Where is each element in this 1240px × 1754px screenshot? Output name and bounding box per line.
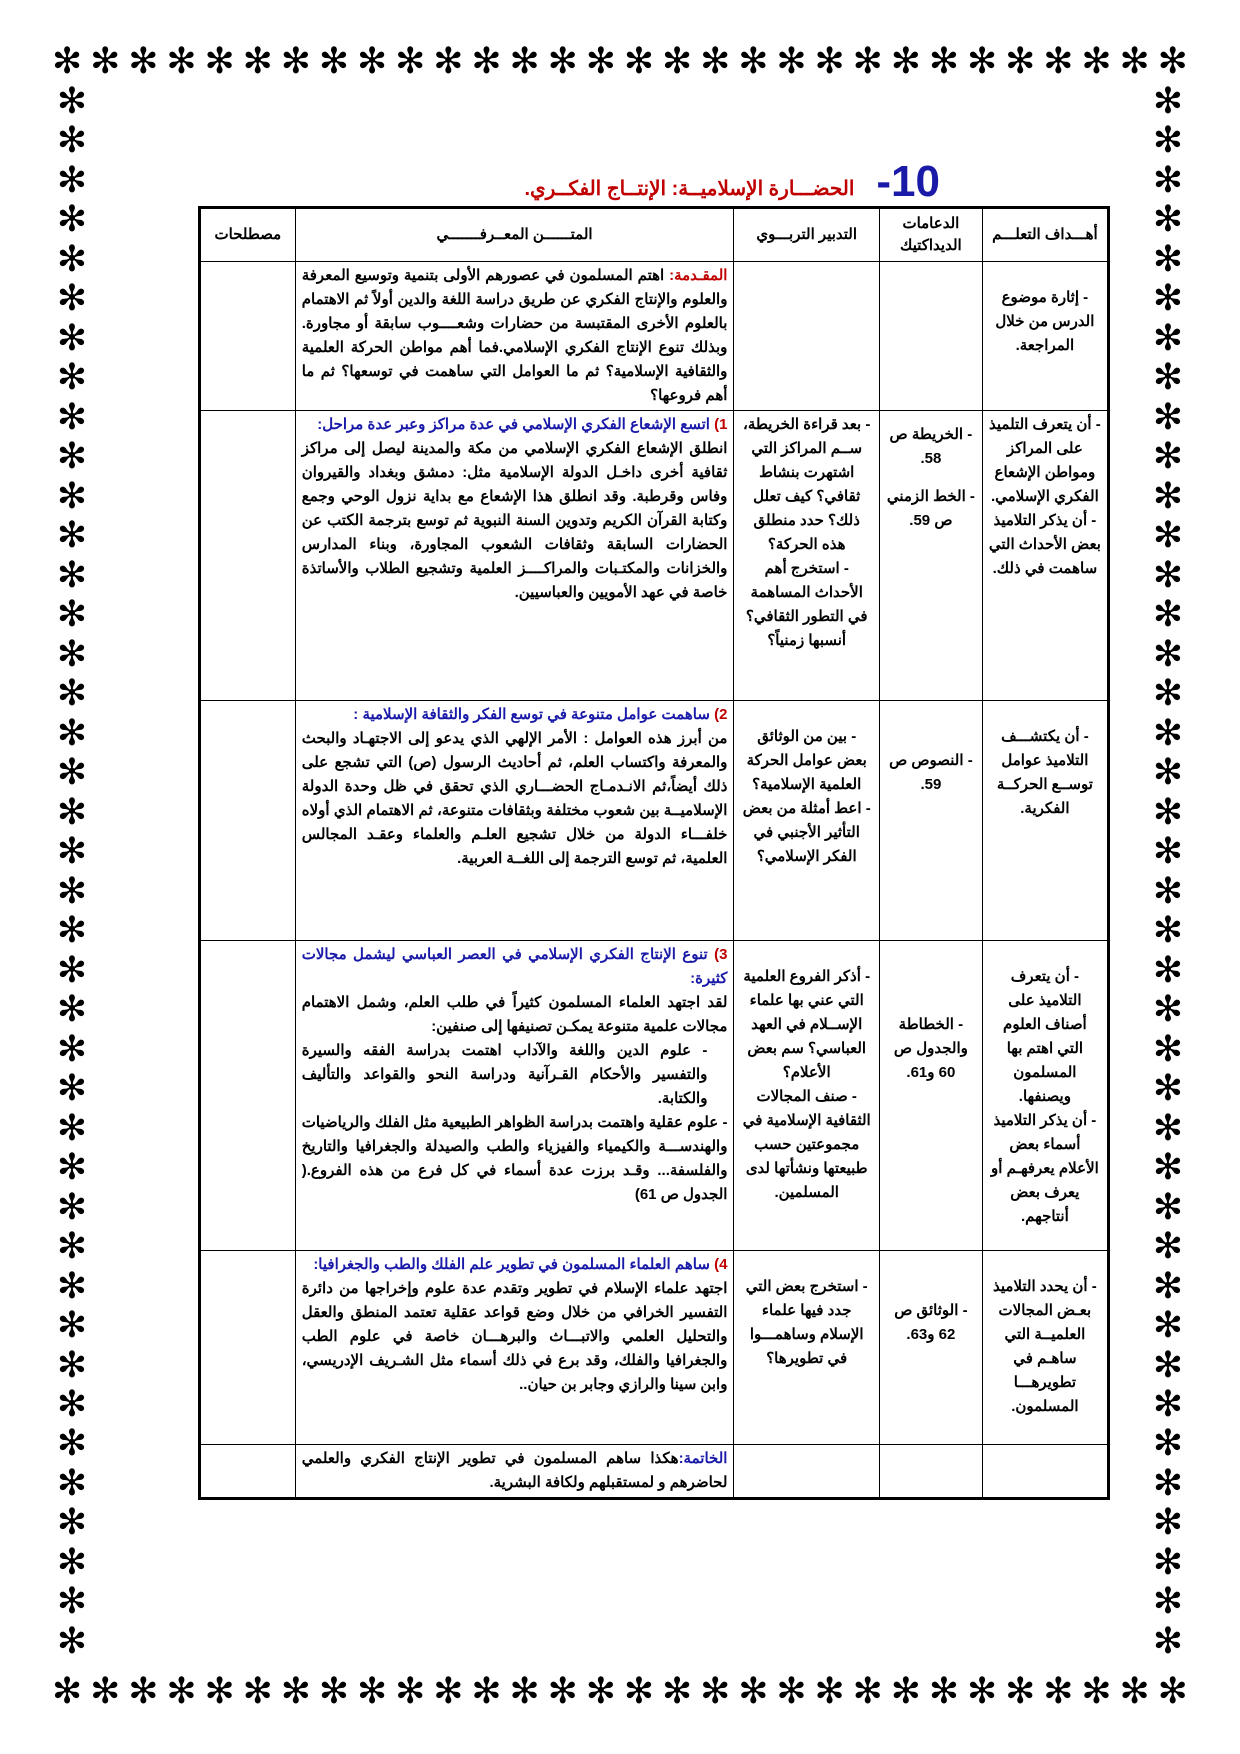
asterisk-ornament-icon: ✻ (928, 1671, 960, 1712)
section-heading-text: ساهمت عوامل متنوعة في توسع الفكر والثقافة الإسلامية : (353, 706, 710, 723)
asterisk-ornament-icon: ✻ (433, 41, 464, 82)
section-planning (734, 701, 880, 941)
asterisk-ornament-icon: ✻ (1152, 1305, 1184, 1347)
asterisk-ornament-icon: ✻ (56, 870, 88, 912)
asterisk-ornament-icon: ✻ (1152, 396, 1184, 438)
asterisk-ornament-icon: ✻ (56, 1581, 88, 1623)
asterisk-ornament-icon: ✻ (242, 41, 273, 82)
asterisk-ornament-icon: ✻ (90, 1671, 121, 1712)
asterisk-ornament-icon: ✻ (56, 238, 88, 280)
conclusion-supports (879, 1445, 982, 1499)
asterisk-ornament-icon: ✻ (1152, 1147, 1184, 1189)
header-content: المتــــــن المعــرفـــــــي (295, 208, 734, 262)
section-heading (302, 703, 728, 727)
planning-item: - اعط أمثلة من بعض التأثير الأجنبي في الفكر الإسلامي؟ (742, 800, 871, 865)
asterisk-ornament-icon: ✻ (1152, 1028, 1184, 1070)
asterisk-ornament-icon: ✻ (1152, 475, 1184, 517)
support-item: - الخطاطة والجدول ص 60 و61. (893, 1016, 968, 1081)
section-planning (734, 411, 880, 701)
asterisk-ornament-icon: ✻ (56, 673, 88, 715)
asterisk-ornament-icon: ✻ (1152, 989, 1184, 1031)
asterisk-ornament-icon: ✻ (1119, 41, 1150, 82)
asterisk-ornament-icon: ✻ (56, 1265, 88, 1307)
asterisk-ornament-icon: ✻ (395, 1671, 426, 1712)
asterisk-ornament-icon: ✻ (738, 41, 769, 82)
ornament-border-right (1148, 81, 1188, 1662)
asterisk-ornament-icon: ✻ (56, 1107, 88, 1149)
asterisk-ornament-icon: ✻ (967, 1671, 998, 1712)
asterisk-ornament-icon: ✻ (52, 1671, 83, 1712)
asterisk-ornament-icon: ✻ (1152, 712, 1184, 754)
section-row-1 (200, 411, 1109, 701)
goal-item: - أن يذكر التلاميذ أسماء بعض الأعلام يعرفهـم أو يعرف بعض أنتاجهم. (990, 1112, 1099, 1225)
planning-item: - استخرج أهم الأحداث المساهمة في التطور الثقافي؟ أنسبها زمنياً؟ (745, 560, 868, 649)
lesson-title (380, 154, 940, 210)
asterisk-ornament-icon: ✻ (357, 1671, 388, 1712)
asterisk-ornament-icon: ✻ (1005, 1671, 1036, 1712)
asterisk-ornament-icon: ✻ (56, 199, 88, 241)
asterisk-ornament-icon: ✻ (623, 1671, 655, 1712)
conclusion-planning (734, 1445, 880, 1499)
asterisk-ornament-icon: ✻ (280, 1671, 311, 1712)
asterisk-ornament-icon: ✻ (128, 41, 159, 82)
asterisk-ornament-icon: ✻ (890, 41, 921, 82)
asterisk-ornament-icon: ✻ (56, 1423, 88, 1465)
asterisk-ornament-icon: ✻ (1152, 1462, 1184, 1504)
asterisk-ornament-icon: ✻ (52, 41, 83, 82)
ornament-border-bottom (52, 1672, 1188, 1712)
asterisk-ornament-icon: ✻ (56, 436, 88, 478)
asterisk-ornament-icon: ✻ (1152, 1620, 1184, 1662)
conclusion-text: هكذا ساهم المسلمون في تطوير الإنتاج الفكري والعلمي لحاضرهم و لمستقبلهم ولكافة البشرية. (301, 1450, 728, 1491)
asterisk-ornament-icon: ✻ (1152, 1541, 1184, 1583)
asterisk-ornament-icon: ✻ (1152, 594, 1184, 636)
asterisk-ornament-icon: ✻ (1152, 317, 1184, 359)
asterisk-ornament-icon: ✻ (509, 41, 540, 82)
science-category: - علوم عقلية واهتمت بدراسة الظواهر الطبيعية مثل الفلك والرياضيات والهندســـة والكيمياء والفيزياء والطب والصيدلة والجغرافيا والتاريخ والفلسفة... وقـد برزت عدة أسماء في كل فرع من هذه الفروع.( الجدول ص 61) (301, 1114, 728, 1203)
intro-text: اهتم المسلمون في عصورهم الأولى بتنمية وتوسيع المعرفة والعلوم والإنتاج الفكري عن طريق دراسة اللغة والدين أولاً ثم الاهتمام بالعلوم الأخرى المقتبسة من حضارات وشعــــوب سابقة أو مجاورة. وبذلك تنوع الإنتاج الفكري الإسلامي.فما أهم مواطن الحركة العلمية والثقافية الإسلامية؟ ثم ما العوامل التي ساهمت في توسعها؟ ثم ما أهم فروعها؟ (301, 267, 728, 404)
asterisk-ornament-icon: ✻ (56, 317, 88, 359)
asterisk-ornament-icon: ✻ (1152, 949, 1184, 991)
section-number: 2) (714, 706, 728, 723)
section-body: من أبرز هذه العوامل : الأمر الإلهي الذي يدعو إلى الاجتهـاد والبحث والمعرفة واكتساب العلم، ثم أحاديث الرسول (ص) التي تشجع على ذلك أيضاً،ثم الانـدمـاج الحضـــاري الذي تحقق في ظل وحدة الدولة الإسلاميــة بين شعوب مختلفة وبثقافات متنوعة، ثم الاهتمام الذي أولاه خلفـــاء الدولة من خلال تشجيع العلـم والعلماء وعقـد المجالس العلمية، ثم توسع الترجمة إلى اللغــة العربية. (301, 730, 728, 867)
asterisk-ornament-icon: ✻ (56, 1620, 88, 1662)
asterisk-ornament-icon: ✻ (1119, 1671, 1150, 1712)
asterisk-ornament-icon: ✻ (1152, 831, 1184, 873)
asterisk-ornament-icon: ✻ (204, 1671, 235, 1712)
asterisk-ornament-icon: ✻ (1152, 554, 1184, 596)
asterisk-ornament-icon: ✻ (318, 41, 350, 82)
asterisk-ornament-icon: ✻ (357, 41, 388, 82)
asterisk-ornament-icon: ✻ (1152, 870, 1184, 912)
asterisk-ornament-icon: ✻ (56, 633, 88, 675)
lesson-table (198, 206, 1110, 1500)
asterisk-ornament-icon: ✻ (1152, 515, 1184, 557)
asterisk-ornament-icon: ✻ (1152, 1344, 1184, 1386)
asterisk-ornament-icon: ✻ (395, 41, 426, 82)
asterisk-ornament-icon: ✻ (242, 1671, 273, 1712)
asterisk-ornament-icon: ✻ (1152, 199, 1184, 241)
asterisk-ornament-icon: ✻ (585, 1671, 616, 1712)
conclusion-terms (200, 1445, 296, 1499)
section-body: لقد اجتهد العلماء المسلمون كثيراً في طلب العلم، وشمل الاهتمام مجالات علمية متنوعة يمكـن تصنيفها إلى صنفين: (301, 994, 728, 1035)
intro-terms (200, 262, 296, 411)
section-heading (302, 413, 728, 437)
asterisk-ornament-icon: ✻ (56, 515, 88, 557)
asterisk-ornament-icon: ✻ (56, 1383, 88, 1425)
asterisk-ornament-icon: ✻ (1152, 1068, 1184, 1110)
asterisk-ornament-icon: ✻ (1152, 1581, 1184, 1623)
goal-item: - أن يتعرف التلميذ على المراكز ومواطن الإشعاع الفكري الإسلامي. (989, 416, 1101, 505)
asterisk-ornament-icon: ✻ (1152, 1186, 1184, 1228)
asterisk-ornament-icon: ✻ (56, 1028, 88, 1070)
lesson-title-text: الحضـــارة الإسلاميــة: الإنتــاج الفكــري. (524, 177, 855, 200)
planning-item: - بين من الوثائق بعض عوامل الحركة العلمية الإسلامية؟ (746, 728, 867, 793)
asterisk-ornament-icon: ✻ (1152, 910, 1184, 952)
asterisk-ornament-icon: ✻ (56, 831, 88, 873)
asterisk-ornament-icon: ✻ (56, 1344, 88, 1386)
asterisk-ornament-icon: ✻ (1043, 1671, 1074, 1712)
section-heading-text: ساهم العلماء المسلمون في تطوير علم الفلك والطب والجغرافيا: (313, 1256, 710, 1273)
asterisk-ornament-icon: ✻ (814, 1671, 845, 1712)
asterisk-ornament-icon: ✻ (56, 989, 88, 1031)
asterisk-ornament-icon: ✻ (56, 1305, 88, 1347)
asterisk-ornament-icon: ✻ (56, 949, 88, 991)
conclusion-label: الخاتمة: (678, 1450, 728, 1467)
asterisk-ornament-icon: ✻ (1152, 752, 1184, 794)
support-item: - الوثائق ص 62 و63. (894, 1302, 968, 1343)
asterisk-ornament-icon: ✻ (662, 1671, 693, 1712)
asterisk-ornament-icon: ✻ (890, 1671, 921, 1712)
asterisk-ornament-icon: ✻ (967, 41, 998, 82)
header-supports: الدعامات الديداكتيك (879, 208, 982, 262)
section-content (295, 1251, 734, 1445)
section-heading-text: اتسع الإشعاع الفكري الإسلامي في عدة مراكز وعبر عدة مراحل: (317, 416, 710, 433)
planning-item: - أذكر الفروع العلمية التي عني بها علماء الإســلام في العهد العباسي؟ سم بعض الأعلام؟ (743, 968, 871, 1081)
asterisk-ornament-icon: ✻ (471, 41, 502, 82)
asterisk-ornament-icon: ✻ (56, 357, 88, 399)
section-row-3 (200, 941, 1109, 1251)
asterisk-ornament-icon: ✻ (56, 1226, 88, 1268)
asterisk-ornament-icon: ✻ (56, 712, 88, 754)
asterisk-ornament-icon: ✻ (738, 1671, 769, 1712)
section-supports (879, 701, 982, 941)
section-goals (982, 411, 1108, 701)
asterisk-ornament-icon: ✻ (56, 910, 88, 952)
asterisk-ornament-icon: ✻ (318, 1671, 350, 1712)
asterisk-ornament-icon: ✻ (585, 41, 616, 82)
section-content (295, 941, 734, 1251)
section-content (295, 411, 734, 701)
support-item: - الخط الزمني ص 59. (886, 488, 975, 529)
header-goals: أهـــداف التعلـــم (982, 208, 1108, 262)
asterisk-ornament-icon: ✻ (1152, 791, 1184, 833)
asterisk-ornament-icon: ✻ (166, 41, 197, 82)
asterisk-ornament-icon: ✻ (56, 120, 88, 162)
intro-supports (879, 262, 982, 411)
asterisk-ornament-icon: ✻ (1005, 41, 1036, 82)
asterisk-ornament-icon: ✻ (776, 41, 807, 82)
section-supports (879, 941, 982, 1251)
section-row-4 (200, 1251, 1109, 1445)
asterisk-ornament-icon: ✻ (547, 1671, 578, 1712)
asterisk-ornament-icon: ✻ (1152, 81, 1184, 122)
intro-planning (734, 262, 880, 411)
asterisk-ornament-icon: ✻ (56, 752, 88, 794)
asterisk-ornament-icon: ✻ (433, 1671, 464, 1712)
asterisk-ornament-icon: ✻ (852, 1671, 883, 1712)
asterisk-ornament-icon: ✻ (56, 81, 88, 122)
asterisk-ornament-icon: ✻ (1157, 41, 1188, 82)
asterisk-ornament-icon: ✻ (56, 554, 88, 596)
asterisk-ornament-icon: ✻ (623, 41, 655, 82)
asterisk-ornament-icon: ✻ (128, 1671, 159, 1712)
asterisk-ornament-icon: ✻ (56, 475, 88, 517)
planning-item: - صنف المجالات الثقافية الإسلامية في مجموعتين حسب طبيعتها ونشأتها لدى المسلمين. (742, 1088, 871, 1201)
asterisk-ornament-icon: ✻ (814, 41, 845, 82)
asterisk-ornament-icon: ✻ (280, 41, 311, 82)
asterisk-ornament-icon: ✻ (1152, 278, 1184, 320)
section-heading-text: تنوع الإنتاج الفكري الإسلامي في العصر العباسي ليشمل مجالات كثيرة: (301, 946, 728, 987)
asterisk-ornament-icon: ✻ (204, 41, 235, 82)
asterisk-ornament-icon: ✻ (1157, 1671, 1188, 1712)
asterisk-ornament-icon: ✻ (1152, 1265, 1184, 1307)
asterisk-ornament-icon: ✻ (56, 1462, 88, 1504)
asterisk-ornament-icon: ✻ (56, 791, 88, 833)
asterisk-ornament-icon: ✻ (56, 1147, 88, 1189)
science-category: - علوم الدين واللغة والآداب اهتمت بدراسة الفقه والسيرة والتفسير والأحكام القـرآنية ودراسة النحو والقواعد والتأليف والكتابة. (301, 1042, 708, 1107)
asterisk-ornament-icon: ✻ (90, 41, 121, 82)
lesson-number: 10- (876, 157, 940, 206)
goal-item: - أن يحدد التلاميذ بعـض المجالات العلميــة التي ساهـم في تطويرهـــا المسلمون. (993, 1278, 1097, 1415)
asterisk-ornament-icon: ✻ (547, 41, 578, 82)
conclusion-goal (982, 1445, 1108, 1499)
intro-content (295, 262, 734, 411)
asterisk-ornament-icon: ✻ (56, 159, 88, 201)
asterisk-ornament-icon: ✻ (1152, 159, 1184, 201)
ornament-border-top (52, 42, 1188, 82)
ornament-border-left (52, 81, 92, 1662)
asterisk-ornament-icon: ✻ (56, 1068, 88, 1110)
asterisk-ornament-icon: ✻ (700, 1671, 731, 1712)
section-supports (879, 411, 982, 701)
asterisk-ornament-icon: ✻ (56, 1541, 88, 1583)
asterisk-ornament-icon: ✻ (1152, 238, 1184, 280)
planning-item: - بعد قراءة الخريطة، ســم المراكز التي اشتهرت بنشاط ثقافي؟ كيف تعلل ذلك؟ حدد منطلق هذه الحركة؟ (743, 416, 871, 553)
goal-item: - أن يذكر التلاميذ بعض الأحداث التي ساهمت في ذلك. (988, 512, 1101, 577)
asterisk-ornament-icon: ✻ (928, 41, 960, 82)
support-item: - الخريطة ص 58. (889, 426, 973, 467)
conclusion-content (295, 1445, 734, 1499)
asterisk-ornament-icon: ✻ (662, 41, 693, 82)
asterisk-ornament-icon: ✻ (1043, 41, 1074, 82)
asterisk-ornament-icon: ✻ (1152, 1226, 1184, 1268)
asterisk-ornament-icon: ✻ (471, 1671, 502, 1712)
goal-item: - أن يكتشـــف التلاميذ عوامل توســع الحركــة الفكرية. (996, 728, 1093, 817)
intro-goal: - إثارة موضوع الدرس من خلال المراجعة. (982, 262, 1108, 411)
section-terms (200, 411, 296, 701)
intro-label: المقـدمة: (669, 267, 728, 284)
planning-item: - استخرج بعض التي جدد فيها علماء الإسلام وساهمـــوا في تطويرها؟ (745, 1278, 868, 1367)
asterisk-ornament-icon: ✻ (1152, 436, 1184, 478)
section-number: 4) (714, 1256, 728, 1273)
asterisk-ornament-icon: ✻ (509, 1671, 540, 1712)
asterisk-ornament-icon: ✻ (166, 1671, 197, 1712)
header-planning: التدبير التربـــوي (734, 208, 880, 262)
intro-row (200, 262, 1109, 411)
asterisk-ornament-icon: ✻ (1152, 633, 1184, 675)
section-terms (200, 1251, 296, 1445)
asterisk-ornament-icon: ✻ (700, 41, 731, 82)
asterisk-ornament-icon: ✻ (1081, 1671, 1112, 1712)
asterisk-ornament-icon: ✻ (1152, 673, 1184, 715)
support-item: - النصوص ص 59. (889, 752, 973, 793)
table-header-row (200, 208, 1109, 262)
goal-item: - أن يتعرف التلاميذ على أصناف العلوم التي اهتم بها المسلمون ويصنفها. (1003, 968, 1087, 1105)
asterisk-ornament-icon: ✻ (1152, 1107, 1184, 1149)
section-number: 1) (714, 416, 728, 433)
section-terms (200, 701, 296, 941)
asterisk-ornament-icon: ✻ (56, 278, 88, 320)
asterisk-ornament-icon: ✻ (56, 1186, 88, 1228)
asterisk-ornament-icon: ✻ (56, 396, 88, 438)
section-goals (982, 941, 1108, 1251)
section-body: انطلق الإشعاع الفكري الإسلامي من مكة والمدينة ليصل إلى مراكز ثقافية أخرى داخـل الدولة الإسلامية مثل: دمشق وبغداد والقيروان وفاس وقرطبة. وقد انطلق هذا الإشعاع مع بداية نزول الوحي وجمع وكتابة القرآن الكريم وتدوين السنة النبوية ثم توسع بترجمة الكتب عن الحضارات السابقة وثقافات الشعوب المجاورة، وبناء المدارس والخزانات والمكتـبات والمراكــــز العلمية وتشجيع الطلاب والأساتذة خاصة في عهد الأمويين والعباسيين. (301, 440, 728, 601)
asterisk-ornament-icon: ✻ (1152, 357, 1184, 399)
asterisk-ornament-icon: ✻ (1081, 41, 1112, 82)
asterisk-ornament-icon: ✻ (776, 1671, 807, 1712)
asterisk-ornament-icon: ✻ (1152, 1383, 1184, 1425)
asterisk-ornament-icon: ✻ (1152, 120, 1184, 162)
asterisk-ornament-icon: ✻ (56, 1502, 88, 1544)
section-goals (982, 701, 1108, 941)
conclusion-row (200, 1445, 1109, 1499)
asterisk-ornament-icon: ✻ (1152, 1423, 1184, 1465)
section-heading (302, 943, 728, 991)
asterisk-ornament-icon: ✻ (56, 594, 88, 636)
section-planning (734, 1251, 880, 1445)
header-terms: مصطلحات (200, 208, 296, 262)
section-content (295, 701, 734, 941)
section-supports (879, 1251, 982, 1445)
section-terms (200, 941, 296, 1251)
section-number: 3) (714, 946, 728, 963)
section-heading (302, 1253, 728, 1277)
section-row-2 (200, 701, 1109, 941)
section-planning (734, 941, 880, 1251)
section-body: اجتهد علماء الإسلام في تطوير وتقدم عدة علوم وإخراجها من دائرة التفسير الخرافي من خلال وضع قواعد عقلية تعتمد المنطق والعقل والتحليل العلمي والاتبـــاث والبرهـــان خاصة في علوم الطب والجغرافيا والفلك، وقد برع في ذلك أسماء مثل الشـريف الإدريسي، وابن سينا والرازي وجابر بن حيان.. (301, 1280, 728, 1393)
asterisk-ornament-icon: ✻ (852, 41, 883, 82)
section-goals (982, 1251, 1108, 1445)
asterisk-ornament-icon: ✻ (1152, 1502, 1184, 1544)
